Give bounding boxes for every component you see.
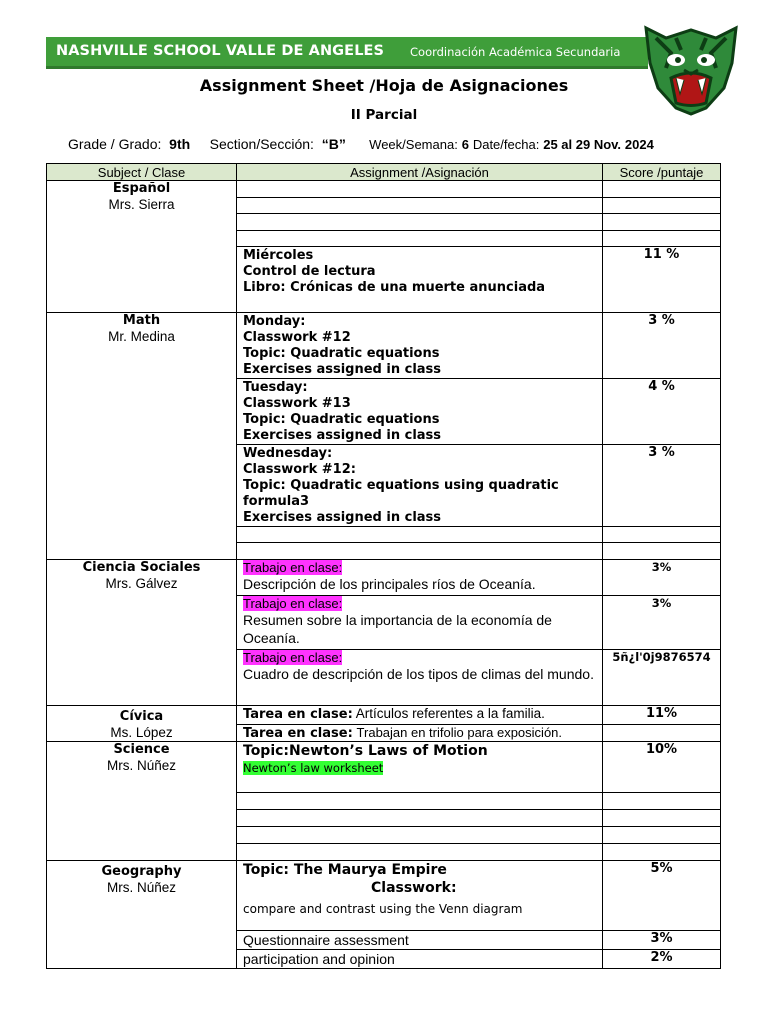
assignment-line: Tuesday: <box>243 380 308 395</box>
score-cell: 11 % <box>603 247 721 313</box>
date-label: Date/fecha: <box>472 137 540 152</box>
score-cell: 5% <box>603 861 721 931</box>
score-cell: 3 % <box>603 313 721 379</box>
subject-math <box>47 313 237 560</box>
score-cell: 3% <box>603 596 721 650</box>
week-label: Week/Semana: <box>369 137 458 152</box>
empty-cell <box>237 198 603 214</box>
empty-cell <box>603 214 721 231</box>
task-label: Tarea en clase: <box>243 707 353 722</box>
score-cell: 2% <box>603 950 721 969</box>
assignment-text: Trabajan en trifolio para exposición. <box>356 724 563 740</box>
assignment-text: Artículos referentes a la familia. <box>355 706 545 721</box>
teacher-name: Mrs. Sierra <box>108 197 175 212</box>
assignment-line: Classwork #12 <box>243 330 351 345</box>
empty-cell <box>237 231 603 247</box>
score-cell: 4 % <box>603 379 721 445</box>
partial-label: II Parcial <box>350 107 418 123</box>
subject-civica <box>47 706 237 742</box>
highlight-label: Trabajo en clase: <box>243 596 343 611</box>
subject-ciencia-sociales <box>47 560 237 706</box>
week-value: 6 <box>461 137 469 152</box>
teacher-name: Mrs. Núñez <box>106 880 177 895</box>
coordination-label: Coordinación Académica Secundaria <box>410 45 621 59</box>
assignment-cell <box>237 560 603 596</box>
teacher-name: Mrs. Gálvez <box>105 576 178 591</box>
empty-cell <box>237 827 603 844</box>
subject-name: Geography <box>101 864 182 879</box>
assignment-line: Control de lectura <box>243 264 376 279</box>
assignment-text: Descripción de los principales ríos de Oceanía. <box>243 576 536 592</box>
score-cell: 3% <box>603 931 721 950</box>
teacher-name: Mr. Medina <box>108 329 175 344</box>
assignment-line: Exercises assigned in class <box>243 362 442 377</box>
section-label: Section/Sección: <box>209 136 314 152</box>
score-cell: 3 % <box>603 445 721 527</box>
assignment-text: Questionnaire assessment <box>243 932 409 948</box>
page-title: Assignment Sheet /Hoja de Asignaciones <box>199 76 569 95</box>
highlight-label: Trabajo en clase: <box>243 650 343 665</box>
worksheet-label: Newton’s law worksheet <box>243 761 384 775</box>
grade-value: 9th <box>169 136 191 152</box>
topic-title: Topic:Newton’s Laws of Motion <box>243 743 488 759</box>
assignment-text: Cuadro de descripción de los tipos de climas del mundo. <box>243 666 594 682</box>
empty-cell <box>603 810 721 827</box>
subject-espanol <box>47 181 237 313</box>
empty-cell <box>603 231 721 247</box>
assignment-text: Resumen sobre la importancia de la economía de Oceanía. <box>243 612 552 646</box>
empty-cell <box>237 181 603 198</box>
subject-name: Español <box>112 181 171 196</box>
empty-cell <box>603 527 721 543</box>
score-cell: 10% <box>603 742 721 793</box>
assignment-line: Exercises assigned in class <box>243 428 442 443</box>
subject-name: Ciencia Sociales <box>82 560 201 575</box>
subject-geography <box>47 861 237 969</box>
table-header-row <box>47 164 721 181</box>
assignment-cell <box>237 445 603 527</box>
assignment-cell <box>237 861 603 931</box>
assignment-line: Wednesday: <box>243 446 333 461</box>
assignment-cell <box>237 379 603 445</box>
task-label: Tarea en clase: <box>243 725 353 741</box>
empty-cell <box>603 724 721 742</box>
empty-cell <box>603 543 721 560</box>
assignment-line: Topic: Quadratic equations using quadratic formula3 <box>243 478 559 509</box>
score-cell: 5ñ¿l'0j9876574 <box>603 650 721 706</box>
teacher-name: Mrs. Núñez <box>106 758 177 773</box>
school-name: NASHVILLE SCHOOL VALLE DE ANGELES <box>56 43 385 59</box>
assignment-line: Topic: Quadratic equations <box>243 412 440 427</box>
section-value: “B” <box>321 136 346 152</box>
assignment-cell <box>237 650 603 706</box>
classwork-label: Classwork: <box>371 880 457 896</box>
subject-name: Cívica <box>119 709 164 724</box>
empty-cell <box>603 827 721 844</box>
assignment-cell <box>237 596 603 650</box>
empty-cell <box>237 844 603 861</box>
empty-cell <box>237 527 603 543</box>
assignment-line: Classwork #13 <box>243 396 351 411</box>
empty-cell <box>237 543 603 560</box>
score-cell: 3% <box>603 560 721 596</box>
assignment-line: Miércoles <box>243 248 314 263</box>
school-banner <box>46 37 648 69</box>
header-score: Score /puntaje <box>603 164 721 181</box>
info-line <box>68 136 654 152</box>
assignment-cell <box>237 706 603 725</box>
empty-cell <box>237 810 603 827</box>
assignment-line: Exercises assigned in class <box>243 510 442 525</box>
assignment-caption: compare and contrast using the Venn diagram <box>243 902 523 916</box>
assignment-cell <box>237 724 603 742</box>
assignment-text: participation and opinion <box>243 951 395 967</box>
topic-title: Topic: The Maurya Empire <box>243 862 447 878</box>
tiger-mascot-icon <box>636 8 746 118</box>
assignment-table <box>46 163 721 969</box>
date-value: 25 al 29 Nov. <box>543 137 622 152</box>
empty-cell <box>603 793 721 810</box>
header-subject: Subject / Clase <box>47 164 237 181</box>
year-value: 2024 <box>624 137 654 152</box>
empty-cell <box>237 214 603 231</box>
assignment-cell <box>237 742 603 793</box>
subject-name: Math <box>122 313 161 328</box>
assignment-cell <box>237 931 603 950</box>
empty-cell <box>603 181 721 198</box>
assignment-line: Classwork #12: <box>243 462 356 477</box>
header-assignment: Assignment /Asignación <box>237 164 603 181</box>
score-cell: 11% <box>603 706 721 725</box>
empty-cell <box>603 198 721 214</box>
empty-cell <box>237 793 603 810</box>
assignment-line: Monday: <box>243 314 306 329</box>
assignment-cell <box>237 313 603 379</box>
assignment-line: Topic: Quadratic equations <box>243 346 440 361</box>
highlight-label: Trabajo en clase: <box>243 560 343 575</box>
empty-cell <box>603 844 721 861</box>
subject-name: Science <box>113 742 170 757</box>
assignment-cell <box>237 247 603 313</box>
subject-science <box>47 742 237 861</box>
assignment-cell <box>237 950 603 969</box>
teacher-name: Ms. López <box>110 725 173 740</box>
grade-label: Grade / Grado: <box>68 136 162 152</box>
assignment-line: Libro: Crónicas de una muerte anunciada <box>243 280 546 295</box>
